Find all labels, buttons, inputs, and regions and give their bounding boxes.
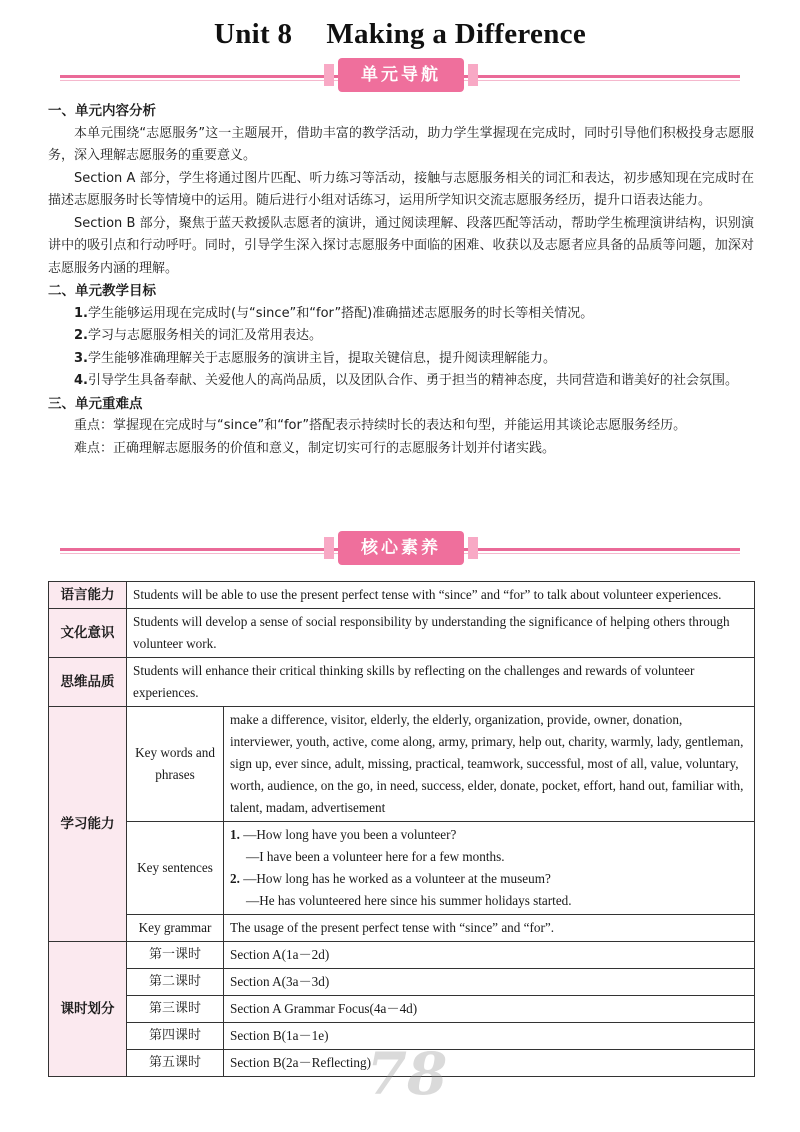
table-row [49, 707, 755, 822]
goal-item: 2.学习与志愿服务相关的词汇及常用表达。 [74, 328, 322, 343]
table-row [49, 582, 755, 609]
lesson-label: 第一课时 [127, 942, 224, 969]
key-words-label: Key words and phrases [127, 707, 224, 822]
goal-item: 1.学生能够运用现在完成时(与“since”和“for”搭配)准确描述志愿服务的时长等相关情况。 [74, 305, 594, 321]
key-sentences-label: Key sentences [127, 822, 224, 915]
key-grammar-label: Key grammar [127, 915, 224, 942]
unit-name: Making a Difference [326, 18, 586, 50]
key-grammar-text: The usage of the present perfect tense with “since” and “for”. [224, 915, 755, 942]
banner-unit-guide [60, 58, 740, 94]
language-text: Students will be able to use the present perfect tense with “since” and “for” to talk about volunteer experiences. [127, 582, 755, 609]
heading-content-analysis: 一、单元内容分析 [48, 103, 156, 119]
table-row [49, 1050, 755, 1077]
sentence-question: —How long has he worked as a volunteer at the museum? [243, 871, 551, 886]
unit-number: Unit 8 [213, 18, 293, 50]
banner-unit-guide-label: 单元导航 [338, 58, 464, 92]
lesson-content: Section A(1a－2d) [224, 942, 755, 969]
table-row [49, 942, 755, 969]
category-learning: 学习能力 [49, 707, 127, 942]
heading-key-difficulties: 三、单元重难点 [48, 395, 143, 412]
lesson-label: 第三课时 [127, 996, 224, 1023]
lesson-label: 第二课时 [127, 969, 224, 996]
table-row [49, 1023, 755, 1050]
key-words-text: make a difference, visitor, elderly, the elderly, organization, provide, owner, donation, interviewer, youth, active, come along, army, primary, help out, charity, warmly, lady, gentleman, sign up, ever since, adult, missing, practical, teamwork, successful, most of all, value, voluntary, worth, audience, on the go, in need, success, elder, donate, pocket, effort, hand out, familiar with, talent, madam, advertisement [224, 707, 755, 822]
heading-teaching-goals: 二、单元教学目标 [48, 283, 156, 299]
lesson-label: 第四课时 [127, 1023, 224, 1050]
unit-title [0, 18, 800, 51]
table-row [49, 658, 755, 707]
thinking-text: Students will enhance their critical thinking skills by reflecting on the challenges and rewards of volunteer experiences. [127, 658, 755, 707]
table-row [49, 996, 755, 1023]
sentence-answer: —He has volunteered here since his summer holidays started. [246, 893, 572, 908]
category-schedule: 课时划分 [49, 942, 127, 1077]
difficult-point-text: 难点：正确理解志愿服务的价值和意义，制定切实可行的志愿服务计划并付诸实践。 [74, 440, 556, 456]
table-row [49, 822, 755, 915]
unit-guide-content [48, 100, 754, 460]
category-culture: 文化意识 [49, 609, 127, 658]
page-number: 78 [366, 1040, 448, 1108]
table-row [49, 915, 755, 942]
category-language: 语言能力 [49, 582, 127, 609]
lesson-content: Section A Grammar Focus(4a－4d) [224, 996, 755, 1023]
core-literacy-table [48, 581, 755, 1077]
lesson-content: Section B(2a－Reflecting) [224, 1050, 755, 1077]
analysis-paragraph-2: Section A 部分，学生将通过图片匹配、听力练习等活动，接触与志愿服务相关的词汇和表达，初步感知现在完成时在描述志愿服务时长等情境中的运用。随后进行小组对话练习，运用所学知识交流志愿服务经历，提升口语表达能力。 [48, 170, 754, 208]
banner-core-literacy-label: 核心素养 [338, 531, 464, 565]
lesson-content: Section B(1a－1e) [224, 1023, 755, 1050]
culture-text: Students will develop a sense of social responsibility by understanding the significance of helping others through volunteer work. [127, 609, 755, 658]
sentence-question: —How long have you been a volunteer? [243, 827, 457, 842]
key-point-text: 重点：掌握现在完成时与“since”和“for”搭配表示持续时长的表达和句型，并能运用其谈论志愿服务经历。 [74, 418, 687, 433]
analysis-paragraph-1: 本单元围绕“志愿服务”这一主题展开，借助丰富的教学活动，助力学生掌握现在完成时，同时引导他们积极投身志愿服务，深入理解志愿服务的重要意义。 [48, 125, 754, 163]
goal-item: 3.学生能够准确理解关于志愿服务的演讲主旨，提取关键信息，提升阅读理解能力。 [74, 350, 556, 366]
goal-item: 4.引导学生具备奉献、关爱他人的高尚品质，以及团队合作、勇于担当的精神态度，共同营造和谐美好的社会氛围。 [74, 373, 738, 388]
sentence-answer: —I have been a volunteer here for a few months. [246, 849, 505, 864]
banner-core-literacy [60, 531, 740, 567]
analysis-paragraph-3: Section B 部分，聚焦于蓝天救援队志愿者的演讲，通过阅读理解、段落匹配等活动，帮助学生梳理演讲结构，识别演讲中的吸引点和行动呼吁。同时，引导学生深入探讨志愿服务中面临的困难、收获以及志愿者应具备的品质等问题，加深对志愿服务内涵的理解。 [48, 215, 754, 276]
key-sentences: 1. —How long have you been a volunteer? —I have been a volunteer here for a few months. 2. —How long has he worked as a volunteer at the museum? —He has volunteered here since his summer holidays started. [224, 822, 755, 915]
category-thinking: 思维品质 [49, 658, 127, 707]
table-row [49, 609, 755, 658]
lesson-content: Section A(3a－3d) [224, 969, 755, 996]
table-row [49, 969, 755, 996]
lesson-label: 第五课时 [127, 1050, 224, 1077]
